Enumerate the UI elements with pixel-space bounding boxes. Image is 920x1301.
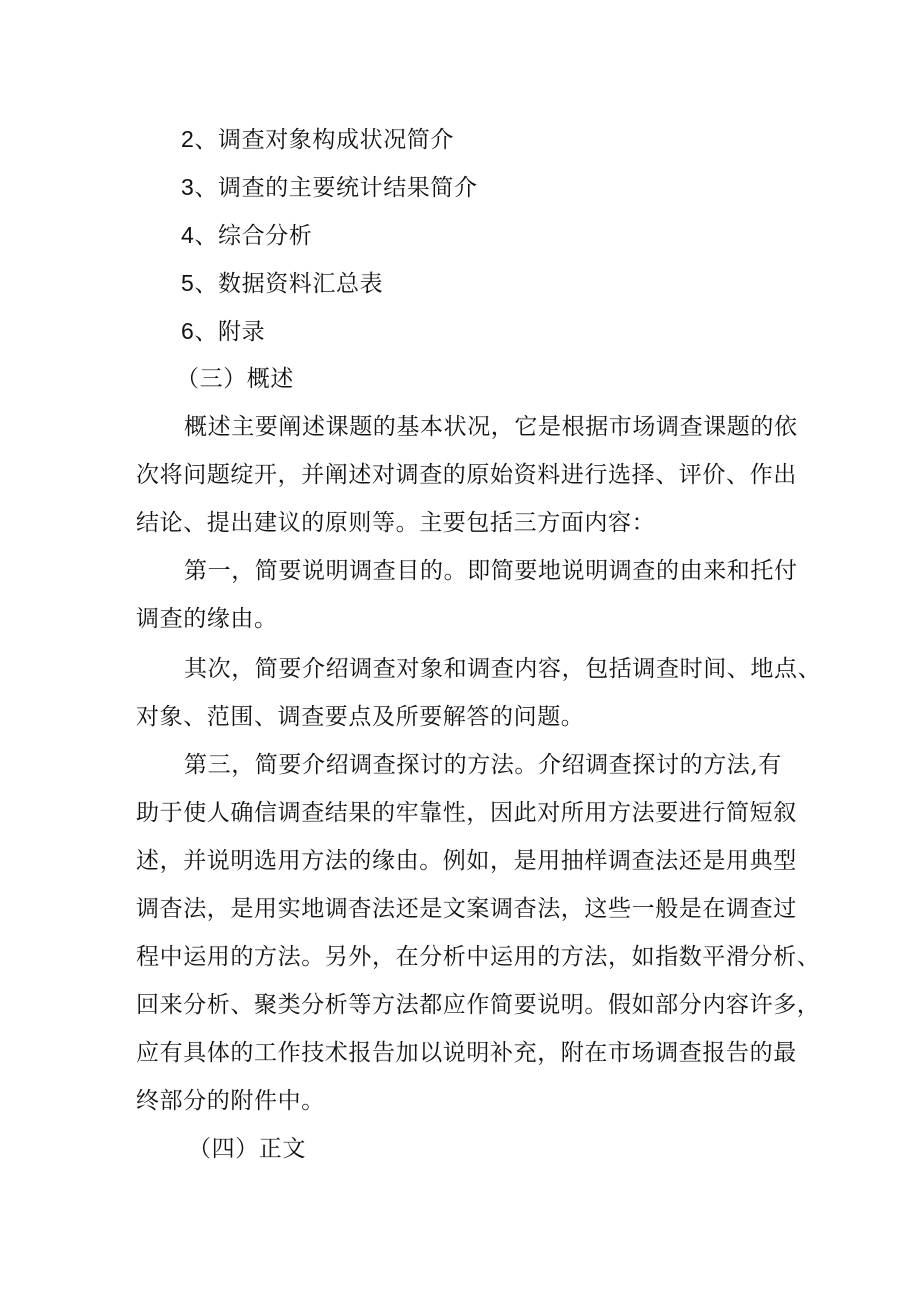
paragraph-third-line-5: 程中运用的方法。另外，在分析中运用的方法，如指数平滑分析、: [136, 944, 821, 970]
paragraph-third-line-1: 第三，简要介绍调查探讨的方法。介绍调查探讨的方法,有: [184, 752, 782, 778]
paragraph-first-line-1: 第一，简要说明调查目的。即简要地说明调查的由来和托付: [184, 558, 798, 584]
paragraph-third-line-7: 应有具体的工作技术报告加以说明补充，附在市场调查报告的最: [136, 1040, 797, 1066]
paragraph-overview-line-1: 概述主要阐述课题的基本状况，它是根据市场调查课题的依: [184, 414, 798, 440]
paragraph-overview-line-2: 次将问题绽开，并阐述对调查的原始资料进行选择、评价、作出: [136, 462, 797, 488]
section-heading-overview: （三）概述: [176, 366, 294, 392]
paragraph-third-line-6: 回来分析、聚类分析等方法都应作简要说明。假如部分内容许多，: [136, 992, 821, 1018]
list-item-6: 6、附录: [181, 318, 266, 345]
paragraph-second-line-1: 其次，简要介绍调查对象和调查内容，包括调查时间、地点、: [184, 656, 822, 682]
paragraph-third-line-3: 述，并说明选用方法的缘由。例如，是用抽样调查法还是用典型: [136, 848, 797, 874]
list-item-5: 5、数据资料汇总表: [181, 270, 384, 297]
paragraph-third-line-2: 助于使人确信调查结果的牢靠性，因此对所用方法要进行简短叙: [136, 800, 797, 826]
paragraph-overview-line-3: 结论、提出建议的原则等。主要包括三方面内容：: [136, 510, 656, 536]
list-item-4: 4、综合分析: [181, 222, 313, 249]
paragraph-third-line-8: 终部分的附件中。: [136, 1088, 325, 1114]
paragraph-first-line-2: 调查的缘由。: [136, 606, 278, 632]
list-item-2: 2、调查对象构成状况简介: [181, 126, 455, 153]
section-heading-body: （四）正文: [188, 1136, 306, 1162]
list-item-3: 3、调查的主要统计结果简介: [181, 174, 478, 201]
paragraph-third-line-4: 调杳法，是用实地调杳法还是文案调杳法，这些一般是在调查过: [136, 896, 797, 922]
paragraph-second-line-2: 对象、范围、调查要点及所要解答的问题。: [136, 704, 585, 730]
